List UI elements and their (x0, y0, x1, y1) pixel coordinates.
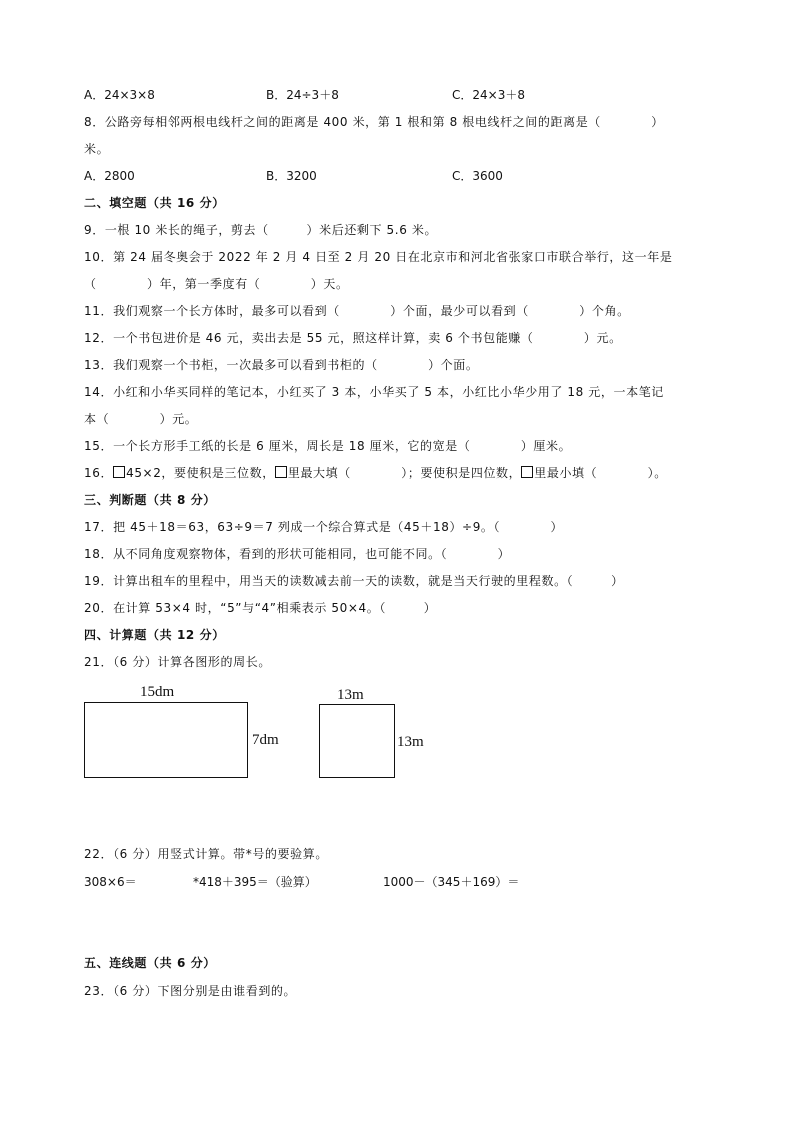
q8-option-c: C．3600 (452, 169, 503, 183)
q8-line2: 米。 (84, 142, 110, 156)
q11: 11．我们观察一个长方体时，最多可以看到（ ）个面，最少可以看到（ ）个角。 (84, 304, 630, 318)
q21-text: 21．（6 分）计算各图形的周长。 (84, 655, 271, 669)
q7-option-c: C．24×3＋8 (452, 88, 525, 102)
q12: 12．一个书包进价是 46 元，卖出去是 55 元，照这样计算，卖 6 个书包能赚（ ）元。 (84, 331, 622, 345)
q16-text: 45×2，要使积是三位数， (126, 466, 275, 480)
blank-box-icon (113, 466, 125, 478)
section3-title: 三、判断题（共 8 分） (84, 493, 216, 507)
q7-option-a: A．24×3×8 (84, 88, 155, 102)
q16 (84, 465, 667, 481)
section5-title: 五、连线题（共 6 分） (84, 956, 216, 970)
q13: 13．我们观察一个书柜，一次最多可以看到书柜的（ ）个面。 (84, 358, 479, 372)
q17: 17．把 45＋18＝63，63÷9＝7 列成一个综合算式是（45＋18）÷9。（ ） (84, 520, 564, 534)
q22-expression-2: *418＋395＝（验算） (193, 875, 317, 889)
q8-option-a: A．2800 (84, 169, 135, 183)
q20: 20．在计算 53×4 时，“5”与“4”相乘表示 50×4。（ ） (84, 601, 437, 615)
q19: 19．计算出租车的里程中，用当天的读数减去前一天的读数，就是当天行驶的里程数。（ ） (84, 574, 624, 588)
q16-text2: 里最大填（ ）；要使积是四位数， (287, 466, 522, 480)
q22-expression-1: 308×6＝ (84, 875, 137, 889)
q8-option-b: B．3200 (266, 169, 317, 183)
fig2-top-label: 13m (337, 687, 364, 703)
q14-line2: 本（ ）元。 (84, 412, 198, 426)
q22-text: 22．（6 分）用竖式计算。带*号的要验算。 (84, 847, 328, 861)
blank-box-icon (275, 466, 287, 478)
q18: 18．从不同角度观察物体，看到的形状可能相同，也可能不同。（ ） (84, 547, 511, 561)
section4-title: 四、计算题（共 12 分） (84, 628, 225, 642)
q22-expression-3: 1000－（345＋169）＝ (383, 875, 520, 889)
q7-option-b: B．24÷3＋8 (266, 88, 339, 102)
q15: 15．一个长方形手工纸的长是 6 厘米，周长是 18 厘米，它的宽是（ ）厘米。 (84, 439, 572, 453)
fig1-rectangle (84, 702, 248, 778)
q14-line1: 14．小红和小华买同样的笔记本，小红买了 3 本，小华买了 5 本，小红比小华少用了 18 元，一本笔记 (84, 385, 664, 399)
fig2-square (319, 704, 395, 778)
q16-number: 16． (84, 466, 114, 480)
q23: 23．（6 分）下图分别是由谁看到的。 (84, 984, 297, 998)
q10-line2: （ ）年，第一季度有（ ）天。 (84, 277, 349, 291)
q9: 9．一根 10 米长的绳子，剪去（ ）米后还剩下 5.6 米。 (84, 223, 438, 237)
q16-text3: 里最小填（ ）。 (534, 466, 667, 480)
q10-line1: 10．第 24 届冬奥会于 2022 年 2 月 4 日至 2 月 20 日在北京市和河北省张家口市联合举行，这一年是 (84, 250, 673, 264)
fig2-side-label: 13m (397, 734, 424, 750)
section2-title: 二、填空题（共 16 分） (84, 196, 225, 210)
fig1-top-label: 15dm (140, 684, 175, 700)
blank-box-icon (521, 466, 533, 478)
fig1-side-label: 7dm (252, 732, 279, 748)
q8-line1: 8．公路旁每相邻两根电线杆之间的距离是 400 米，第 1 根和第 8 根电线杆之间的距离是（ ） (84, 115, 664, 129)
